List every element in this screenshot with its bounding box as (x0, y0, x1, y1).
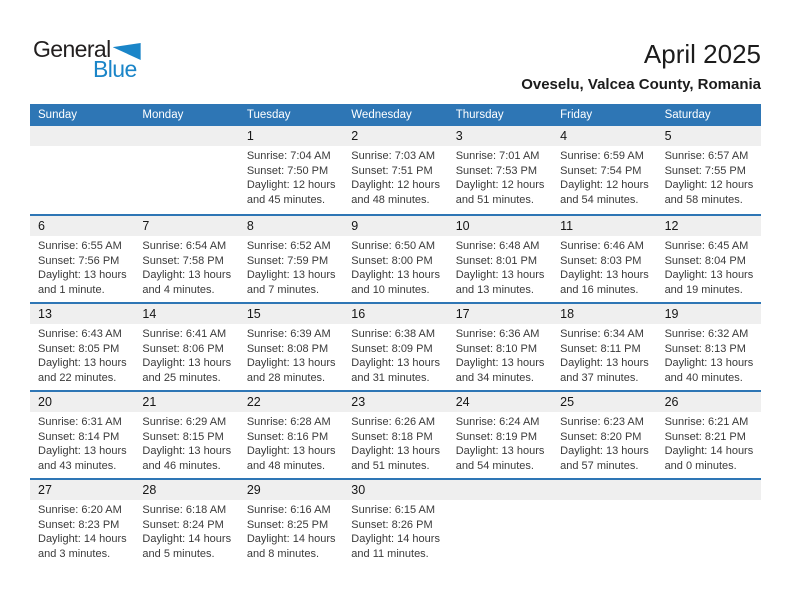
page-title: April 2025 (643, 39, 761, 69)
daylight-text: Daylight: 13 hours and 31 minutes. (351, 357, 440, 384)
day-cell-1 (239, 126, 343, 214)
sunrise-text: Sunrise: 6:43 AM (38, 328, 122, 340)
sunset-text: Sunset: 8:16 PM (246, 430, 329, 443)
daylight-text: Daylight: 12 hours and 58 minutes. (664, 179, 754, 206)
sunrise-text: Sunrise: 6:57 AM (664, 150, 749, 162)
day-cell-21 (134, 392, 238, 478)
day-cell-23 (343, 392, 447, 478)
sunrise-text: Sunrise: 6:23 AM (560, 416, 644, 428)
day-cell-24 (448, 392, 552, 478)
daylight-text: Daylight: 13 hours and 37 minutes. (560, 357, 649, 384)
day-details (239, 236, 343, 297)
day-cell-2 (343, 126, 447, 214)
day-number: 25 (552, 392, 656, 412)
daylight-text: Daylight: 13 hours and 40 minutes. (664, 357, 754, 384)
day-number: 27 (30, 480, 134, 500)
daylight-text: Daylight: 13 hours and 51 minutes. (351, 445, 440, 472)
day-number: 10 (448, 216, 552, 236)
day-number (448, 480, 552, 500)
sunset-text: Sunset: 8:21 PM (664, 430, 746, 443)
daylight-text: Daylight: 14 hours and 8 minutes. (246, 533, 336, 560)
logo-text-general: General (33, 36, 111, 62)
day-number: 2 (343, 126, 447, 146)
sunset-text: Sunset: 7:59 PM (246, 254, 329, 267)
sunset-text: Sunset: 7:50 PM (246, 164, 329, 177)
sunset-text: Sunset: 7:58 PM (142, 254, 224, 267)
day-number (657, 480, 761, 500)
day-details (30, 500, 134, 561)
daylight-text: Daylight: 13 hours and 25 minutes. (142, 357, 232, 384)
day-details (448, 236, 552, 297)
day-number: 24 (448, 392, 552, 412)
sunrise-text: Sunrise: 7:01 AM (455, 150, 540, 162)
sunset-text: Sunset: 8:24 PM (142, 518, 224, 531)
empty-cell (448, 480, 552, 566)
day-details (239, 412, 343, 473)
day-details (30, 236, 134, 297)
weekday-header-row (30, 104, 761, 126)
sunset-text: Sunset: 8:13 PM (664, 342, 746, 355)
daylight-text: Daylight: 14 hours and 5 minutes. (142, 533, 232, 560)
day-details (552, 324, 656, 385)
daylight-text: Daylight: 14 hours and 11 minutes. (351, 533, 440, 560)
daylight-text: Daylight: 12 hours and 45 minutes. (246, 179, 336, 206)
sunset-text: Sunset: 8:14 PM (38, 430, 120, 443)
day-cell-15 (239, 304, 343, 390)
sunset-text: Sunset: 8:10 PM (455, 342, 538, 355)
day-number: 4 (552, 126, 656, 146)
day-details (343, 146, 447, 207)
week-row (30, 214, 761, 302)
empty-cell (657, 480, 761, 566)
day-cell-8 (239, 216, 343, 302)
day-cell-28 (134, 480, 238, 566)
day-number (134, 126, 238, 146)
day-cell-7 (134, 216, 238, 302)
daylight-text: Daylight: 13 hours and 54 minutes. (455, 445, 545, 472)
day-number: 16 (343, 304, 447, 324)
sunrise-text: Sunrise: 6:24 AM (455, 416, 540, 428)
sunset-text: Sunset: 8:04 PM (664, 254, 746, 267)
sunset-text: Sunset: 8:25 PM (246, 518, 329, 531)
day-details (552, 412, 656, 473)
daylight-text: Daylight: 13 hours and 43 minutes. (38, 445, 127, 472)
day-cell-27 (30, 480, 134, 566)
daylight-text: Daylight: 12 hours and 54 minutes. (560, 179, 649, 206)
day-details (343, 236, 447, 297)
day-number: 30 (343, 480, 447, 500)
day-details (657, 146, 761, 207)
day-cell-9 (343, 216, 447, 302)
day-details (657, 324, 761, 385)
daylight-text: Daylight: 13 hours and 13 minutes. (455, 269, 545, 296)
week-row (30, 390, 761, 478)
sunset-text: Sunset: 8:11 PM (560, 342, 641, 355)
empty-cell (134, 126, 238, 214)
sunrise-text: Sunrise: 6:50 AM (351, 240, 436, 252)
weekday-header-wednesday: Wednesday (351, 109, 412, 121)
calendar-body (30, 126, 761, 566)
day-number: 20 (30, 392, 134, 412)
day-details (448, 412, 552, 473)
day-number: 12 (657, 216, 761, 236)
day-number: 17 (448, 304, 552, 324)
day-number: 19 (657, 304, 761, 324)
empty-cell (552, 480, 656, 566)
sunset-text: Sunset: 7:55 PM (664, 164, 746, 177)
daylight-text: Daylight: 13 hours and 16 minutes. (560, 269, 649, 296)
sunrise-text: Sunrise: 6:20 AM (38, 504, 122, 516)
daylight-text: Daylight: 14 hours and 3 minutes. (38, 533, 127, 560)
empty-cell (30, 126, 134, 214)
sunrise-text: Sunrise: 6:46 AM (560, 240, 644, 252)
day-number: 26 (657, 392, 761, 412)
weekday-header-thursday: Thursday (455, 109, 504, 121)
day-details (343, 412, 447, 473)
day-details (30, 412, 134, 473)
day-number: 21 (134, 392, 238, 412)
logo-text-blue: Blue (93, 56, 137, 82)
sunset-text: Sunset: 8:06 PM (142, 342, 224, 355)
week-row (30, 126, 761, 214)
calendar (30, 104, 761, 566)
sunrise-text: Sunrise: 6:39 AM (246, 328, 331, 340)
day-details (134, 236, 238, 297)
day-cell-25 (552, 392, 656, 478)
sunrise-text: Sunrise: 6:28 AM (246, 416, 331, 428)
daylight-text: Daylight: 13 hours and 28 minutes. (246, 357, 336, 384)
day-number: 11 (552, 216, 656, 236)
sunrise-text: Sunrise: 6:16 AM (246, 504, 331, 516)
day-details (552, 146, 656, 207)
day-cell-14 (134, 304, 238, 390)
day-number: 6 (30, 216, 134, 236)
daylight-text: Daylight: 13 hours and 10 minutes. (351, 269, 440, 296)
weekday-header-friday: Friday (560, 109, 593, 121)
daylight-text: Daylight: 13 hours and 48 minutes. (246, 445, 336, 472)
day-number: 7 (134, 216, 238, 236)
sunrise-text: Sunrise: 7:03 AM (351, 150, 436, 162)
sunrise-text: Sunrise: 6:59 AM (560, 150, 644, 162)
sunset-text: Sunset: 8:00 PM (351, 254, 433, 267)
day-number: 3 (448, 126, 552, 146)
weekday-header-sunday: Sunday (38, 109, 78, 121)
day-number: 8 (239, 216, 343, 236)
day-number: 29 (239, 480, 343, 500)
day-details (239, 324, 343, 385)
sunset-text: Sunset: 8:15 PM (142, 430, 224, 443)
day-details (657, 236, 761, 297)
day-number: 14 (134, 304, 238, 324)
day-details (448, 146, 552, 207)
sunrise-text: Sunrise: 6:18 AM (142, 504, 227, 516)
week-row (30, 478, 761, 566)
day-cell-26 (657, 392, 761, 478)
day-cell-16 (343, 304, 447, 390)
sunrise-text: Sunrise: 6:55 AM (38, 240, 122, 252)
sunrise-text: Sunrise: 6:52 AM (246, 240, 331, 252)
sunrise-text: Sunrise: 6:48 AM (455, 240, 540, 252)
day-details (343, 500, 447, 561)
page-subtitle: Oveselu, Valcea County, Romania (521, 75, 761, 93)
sunrise-text: Sunrise: 6:31 AM (38, 416, 122, 428)
day-number: 28 (134, 480, 238, 500)
day-number: 15 (239, 304, 343, 324)
daylight-text: Daylight: 13 hours and 22 minutes. (38, 357, 127, 384)
day-cell-19 (657, 304, 761, 390)
day-number: 1 (239, 126, 343, 146)
sunset-text: Sunset: 8:23 PM (38, 518, 120, 531)
day-cell-12 (657, 216, 761, 302)
day-cell-11 (552, 216, 656, 302)
general-blue-logo (33, 38, 141, 81)
sunrise-text: Sunrise: 6:21 AM (664, 416, 749, 428)
day-details (552, 236, 656, 297)
daylight-text: Daylight: 13 hours and 1 minute. (38, 269, 127, 296)
sunset-text: Sunset: 8:19 PM (455, 430, 538, 443)
day-cell-10 (448, 216, 552, 302)
sunset-text: Sunset: 8:05 PM (38, 342, 120, 355)
sunset-text: Sunset: 7:53 PM (455, 164, 538, 177)
day-details (239, 146, 343, 207)
daylight-text: Daylight: 13 hours and 4 minutes. (142, 269, 232, 296)
day-details (239, 500, 343, 561)
sunrise-text: Sunrise: 7:04 AM (246, 150, 331, 162)
daylight-text: Daylight: 12 hours and 51 minutes. (455, 179, 545, 206)
sunset-text: Sunset: 8:18 PM (351, 430, 433, 443)
day-cell-20 (30, 392, 134, 478)
day-cell-30 (343, 480, 447, 566)
sunset-text: Sunset: 7:54 PM (560, 164, 642, 177)
day-cell-6 (30, 216, 134, 302)
day-number (552, 480, 656, 500)
sunrise-text: Sunrise: 6:29 AM (142, 416, 227, 428)
day-number (30, 126, 134, 146)
sunrise-text: Sunrise: 6:32 AM (664, 328, 749, 340)
sunset-text: Sunset: 8:09 PM (351, 342, 433, 355)
sunrise-text: Sunrise: 6:54 AM (142, 240, 227, 252)
day-details (448, 324, 552, 385)
day-number: 22 (239, 392, 343, 412)
day-cell-18 (552, 304, 656, 390)
daylight-text: Daylight: 13 hours and 57 minutes. (560, 445, 649, 472)
day-cell-5 (657, 126, 761, 214)
day-number: 9 (343, 216, 447, 236)
sunrise-text: Sunrise: 6:41 AM (142, 328, 227, 340)
daylight-text: Daylight: 12 hours and 48 minutes. (351, 179, 440, 206)
day-details (134, 500, 238, 561)
sunrise-text: Sunrise: 6:45 AM (664, 240, 749, 252)
day-number: 5 (657, 126, 761, 146)
weekday-header-tuesday: Tuesday (246, 109, 291, 121)
sunset-text: Sunset: 7:51 PM (351, 164, 433, 177)
sunrise-text: Sunrise: 6:36 AM (455, 328, 540, 340)
day-details (657, 412, 761, 473)
daylight-text: Daylight: 13 hours and 7 minutes. (246, 269, 336, 296)
week-row (30, 302, 761, 390)
day-cell-3 (448, 126, 552, 214)
sunset-text: Sunset: 8:20 PM (560, 430, 642, 443)
day-number: 13 (30, 304, 134, 324)
day-cell-22 (239, 392, 343, 478)
day-details (343, 324, 447, 385)
day-cell-17 (448, 304, 552, 390)
daylight-text: Daylight: 14 hours and 0 minutes. (664, 445, 754, 472)
daylight-text: Daylight: 13 hours and 46 minutes. (142, 445, 232, 472)
sunrise-text: Sunrise: 6:38 AM (351, 328, 436, 340)
daylight-text: Daylight: 13 hours and 34 minutes. (455, 357, 545, 384)
sunset-text: Sunset: 8:08 PM (246, 342, 329, 355)
day-details (30, 324, 134, 385)
sunset-text: Sunset: 7:56 PM (38, 254, 120, 267)
weekday-header-saturday: Saturday (664, 109, 711, 121)
header-titles (521, 40, 761, 93)
daylight-text: Daylight: 13 hours and 19 minutes. (664, 269, 754, 296)
day-details (134, 324, 238, 385)
day-number: 23 (343, 392, 447, 412)
sunset-text: Sunset: 8:26 PM (351, 518, 433, 531)
day-details (134, 412, 238, 473)
sunrise-text: Sunrise: 6:15 AM (351, 504, 436, 516)
sunrise-text: Sunrise: 6:34 AM (560, 328, 644, 340)
day-number: 18 (552, 304, 656, 324)
day-cell-13 (30, 304, 134, 390)
sunset-text: Sunset: 8:01 PM (455, 254, 538, 267)
day-cell-4 (552, 126, 656, 214)
sunrise-text: Sunrise: 6:26 AM (351, 416, 436, 428)
sunset-text: Sunset: 8:03 PM (560, 254, 642, 267)
day-cell-29 (239, 480, 343, 566)
weekday-header-monday: Monday (142, 109, 184, 121)
